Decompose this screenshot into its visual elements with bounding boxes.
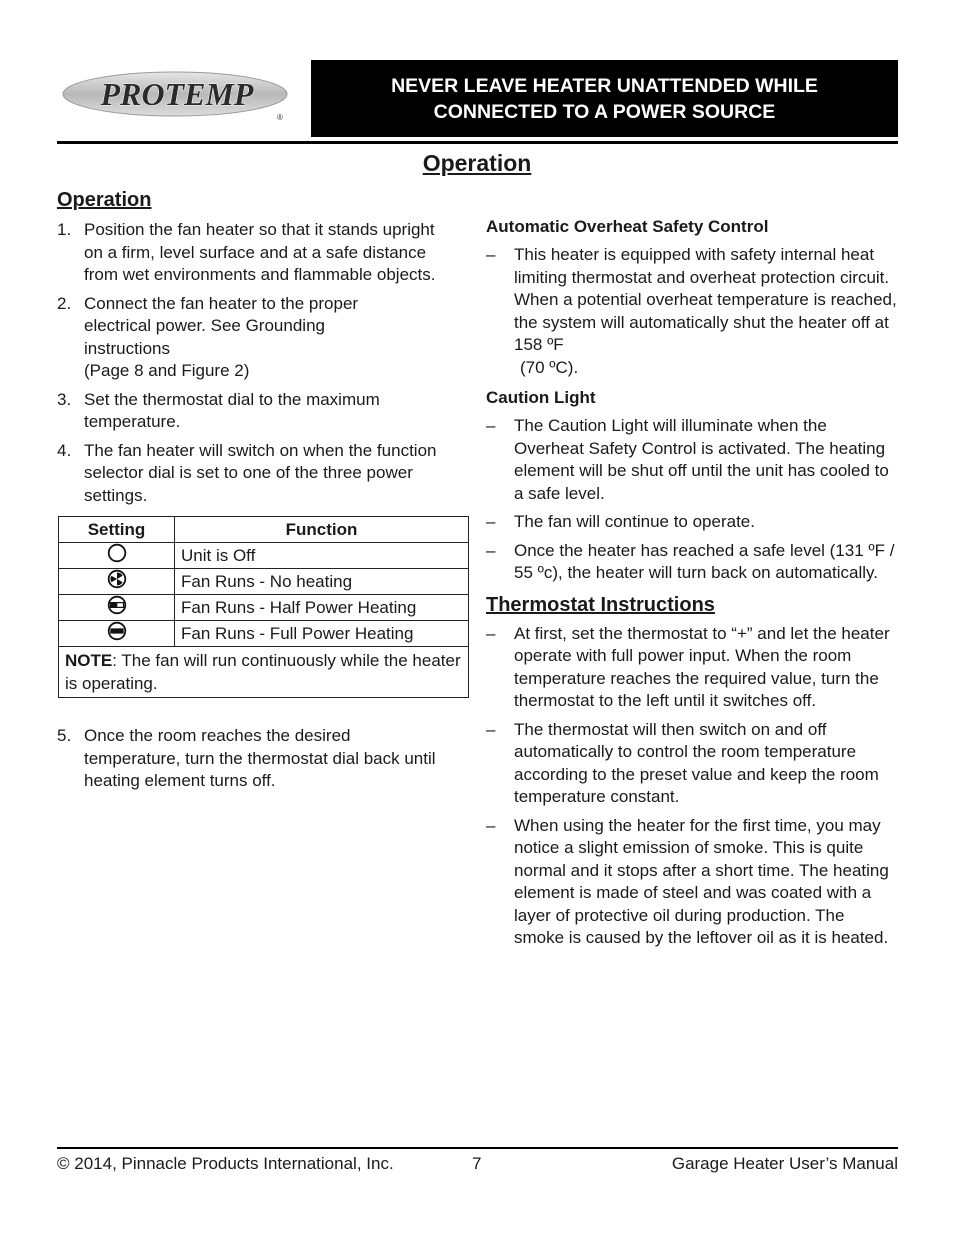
dash-bullet: –: [486, 512, 496, 531]
dash-bullet: –: [486, 540, 496, 560]
thermostat-item: [486, 623, 898, 713]
overheat-text-line: (70 ºC).: [520, 357, 579, 377]
fan-icon: [107, 569, 127, 589]
dash-bullet: –: [486, 719, 496, 739]
header-divider: [57, 141, 898, 144]
note-text: : The fan will run continuously while the heater is operating.: [65, 651, 461, 693]
step-item: [57, 389, 469, 434]
step-text: Position the fan heater so that it stands upright on a firm, level surface and at a safe distance from wet environments and flammable objects.: [84, 220, 436, 284]
overheat-item: [486, 244, 898, 379]
thermostat-item: [486, 719, 898, 809]
function-cell: Fan Runs - Full Power Heating: [175, 621, 469, 647]
step-item: [57, 725, 469, 793]
right-column: [486, 216, 898, 956]
step-item: [57, 293, 469, 383]
caution-text: The fan will continue to operate.: [514, 512, 755, 531]
step-text: Set the thermostat dial to the maximum temperature.: [84, 389, 380, 431]
thermostat-heading: Thermostat Instructions: [486, 593, 715, 616]
warning-line-1: NEVER LEAVE HEATER UNATTENDED WHILE: [391, 74, 818, 97]
operation-heading: Operation: [57, 189, 152, 211]
footer-page-number: 7: [472, 1154, 482, 1173]
step-number: 5.: [57, 726, 72, 745]
dash-bullet: –: [486, 815, 496, 835]
settings-table: [58, 516, 469, 698]
step-number: 1.: [57, 220, 72, 239]
thermostat-text: When using the heater for the first time, you may notice a slight emission of smoke. This is quite normal and it stops after a short time. The heating element is made of steel and was coated with a layer of protective oil during production. The smoke is caused by the leftover oil as it is heated.: [514, 815, 889, 947]
caution-item: [486, 415, 898, 505]
off-circle-icon: [107, 543, 127, 563]
thermostat-text: The thermostat will then switch on and off automatically to control the room temperature according to the preset value and keep the room temperature constant.: [514, 719, 879, 806]
setting-cell: [59, 543, 175, 569]
table-row: [59, 621, 469, 647]
registered-mark: ®: [277, 113, 283, 122]
footer-divider: [57, 1147, 898, 1149]
step-text: [84, 293, 469, 383]
page-title: Operation: [422, 150, 532, 176]
table-row: [59, 543, 469, 569]
table-header-row: [59, 517, 469, 543]
operation-steps-list-continued: [57, 725, 469, 799]
table-row: [59, 595, 469, 621]
logo-brand-text: PROTEMP: [100, 76, 254, 112]
step-item: [57, 219, 469, 287]
thermostat-text: At first, set the thermostat to “+” and let the heater operate with full power input. When the room temperature reaches the required value, turn the thermostat to the left until it switches off.: [514, 623, 890, 710]
protemp-logo: [57, 63, 303, 125]
function-column-header: Function: [175, 517, 469, 543]
footer-manual-title: Garage Heater User’s Manual: [671, 1154, 898, 1173]
setting-cell: [59, 569, 175, 595]
warning-banner: [311, 60, 898, 137]
caution-light-heading: Caution Light: [486, 388, 596, 407]
step-number: 3.: [57, 389, 72, 409]
thermostat-item: [486, 815, 898, 950]
caution-item: [486, 511, 898, 534]
note-cell: [59, 647, 469, 698]
caution-item: [486, 540, 898, 585]
setting-cell: [59, 621, 175, 647]
table-row: [59, 569, 469, 595]
function-cell: Fan Runs - No heating: [175, 569, 469, 595]
overheat-text-line: This heater is equipped with safety internal heat limiting thermostat and overheat protection circuit. When a potential overheat temperature is reached, the system will automatically shut the heater off at 158 ºF: [514, 245, 897, 354]
footer-copyright: © 2014, Pinnacle Products International, Inc.: [57, 1154, 394, 1173]
step-text: The fan heater will switch on when the function selector dial is set to one of the three power settings.: [84, 440, 437, 505]
note-row: [59, 647, 469, 698]
dash-bullet: –: [486, 245, 496, 264]
full-power-icon: [107, 621, 127, 641]
half-power-icon: [107, 595, 127, 615]
note-label: NOTE: [65, 651, 113, 670]
dash-bullet: –: [486, 623, 496, 643]
setting-cell: [59, 595, 175, 621]
logo-graphic: [57, 63, 303, 125]
overheat-text: [514, 244, 898, 379]
function-cell: Unit is Off: [175, 543, 469, 569]
step-number: 4.: [57, 440, 72, 460]
warning-line-2: CONNECTED TO A POWER SOURCE: [433, 100, 776, 123]
step-text: Once the room reaches the desired temperature, turn the thermostat dial back until heating element turns off.: [84, 726, 436, 790]
setting-column-header: Setting: [59, 517, 175, 543]
function-cell: Fan Runs - Half Power Heating: [175, 595, 469, 621]
dash-bullet: –: [486, 416, 496, 435]
operation-steps-list: [57, 219, 469, 513]
step-item: [57, 440, 469, 508]
caution-text: Once the heater has reached a safe level (131 ºF / 55 ºc), the heater will turn back on automatically.: [514, 540, 895, 582]
overheat-heading: Automatic Overheat Safety Control: [486, 217, 769, 236]
caution-text: The Caution Light will illuminate when the Overheat Safety Control is activated. The heating element will be shut off until the unit has cooled to a safe level.: [514, 416, 889, 503]
step-number: 2.: [57, 293, 72, 313]
step-text-line: Connect the fan heater to the proper electrical power. See Grounding instructions: [84, 293, 359, 358]
step-text-line: (Page 8 and Figure 2): [84, 361, 250, 380]
